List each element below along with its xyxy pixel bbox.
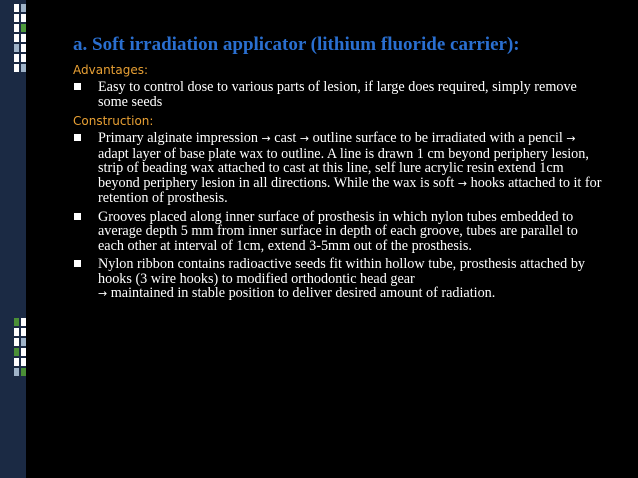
arrow-right-icon: → [299,132,310,145]
construction-text: adapt layer of base plate wax to outline. A line is drawn 1 cm beyond periphery lesion, strip of beading wax attached to cast at this line, self lure acrylic resin extend 1cm beyond periphery lesion in all directions. While the wax is soft [98,145,589,191]
slide-title: a. Soft irradiation applicator (lithium fluoride carrier): [73,34,520,55]
construction-item [73,210,603,254]
advantage-item [73,80,603,109]
square-bullet-icon [74,83,81,90]
advantages-heading: Advantages: [73,63,149,77]
construction-item [73,131,603,206]
arrow-right-icon: → [261,132,271,145]
slide-content [73,34,603,306]
square-bullet-icon [74,260,81,267]
advantage-text: Easy to control dose to various parts of lesion, if large does required, simply remove some seeds [98,79,577,110]
construction-text: cast [270,130,300,146]
construction-heading: Construction: [73,114,154,128]
construction-text: Primary alginate impression [98,130,262,146]
construction-text: Nylon ribbon contains radioactive seeds fit within hollow tube, prosthesis attached by hooks (3 wire hooks) to modified orthodontic head gear [98,256,586,287]
decorative-grid-top [14,4,28,74]
square-bullet-icon [74,134,81,141]
construction-text: Grooves placed along inner surface of prosthesis in which nylon tubes embedded to average depth 5 mm from inner surface in depth of each groove, tubes are parallel to each other at interval of 1cm, extend 3-5mm out of the prosthesis. [98,208,578,254]
construction-item [73,257,603,302]
arrow-right-icon: → [98,287,108,300]
construction-text: outline surface to be irradiated with a pencil [309,130,567,146]
construction-text: hooks attached to it for retention of prosthesis. [98,174,602,206]
decorative-grid-bottom [14,318,28,382]
construction-list [73,131,603,302]
arrow-right-icon: → [566,132,576,145]
construction-text: maintained in stable position to deliver desired amount of radiation. [107,285,496,301]
advantages-list [73,80,603,109]
arrow-right-icon: → [457,176,468,190]
square-bullet-icon [74,213,81,220]
